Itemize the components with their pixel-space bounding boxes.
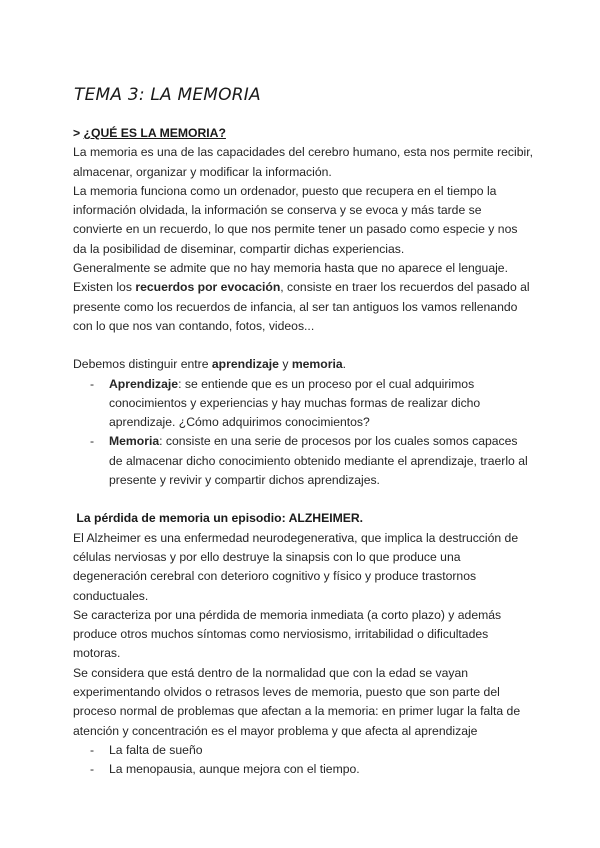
definition-list — [73, 375, 533, 491]
document-body — [73, 124, 533, 780]
bold-term: Memoria — [109, 434, 160, 449]
section-heading-alzheimer — [73, 509, 533, 528]
heading-text: La pérdida de memoria un episodio: ALZHEIMER. — [76, 511, 364, 526]
text-run: y — [278, 357, 292, 372]
text-run: Debemos distinguir entre — [73, 357, 212, 372]
bullet-list — [73, 741, 533, 780]
page-title: TEMA 3: LA MEMORIA — [74, 85, 261, 106]
paragraph: La memoria funciona como un ordenador, puesto que recupera en el tiempo la información olvidada, la información se conserva y se evoca y más tarde se convierte en un recuerdo, lo que nos permite tener un pasado como especie y nos da la posibilidad de diseminar, compartir dichas experiencias. — [73, 183, 518, 256]
list-item: - La falta de sueño — [73, 741, 533, 760]
text-run: Existen los — [73, 280, 136, 295]
spacer — [73, 490, 533, 509]
paragraph: Se considera que está dentro de la normalidad que con la edad se vayan experimentando olvidos o retrasos leves de memoria, puesto que son parte del proceso normal de problemas que afectan a la memoria: en primer lugar la falta de atención y concentración es el mayor problema y que afecta al aprendizaje — [73, 665, 521, 738]
paragraph — [73, 278, 533, 336]
paragraph: Se caracteriza por una pérdida de memoria inmediata (a corto plazo) y además produce otros muchos síntomas como nerviosismo, irritabilidad o dificultades motoras. — [73, 607, 502, 661]
bold-term: memoria — [291, 357, 343, 372]
heading-prefix: > — [73, 126, 84, 140]
spacer — [73, 336, 533, 355]
paragraph: El Alzheimer es una enfermedad neurodegenerativa, que implica la destrucción de células nerviosas y por ello destruye la sinapsis con lo que produce una degeneración cerebral con deterioro cognitivo y físico y produce trastornos conductuales. — [73, 530, 519, 603]
bold-term: recuerdos por evocación — [135, 280, 281, 295]
section-heading-que-es — [73, 124, 533, 143]
paragraph: La memoria es una de las capacidades del cerebro humano, esta nos permite recibir, almacenar, organizar y modificar la información. — [73, 145, 533, 179]
text-run: : se entiende que es un proceso por el cual adquirimos conocimientos y experiencias y hay muchas formas de realizar dicho aprendizaje. ¿Cómo adquirimos conocimientos? — [109, 376, 481, 430]
paragraph: Generalmente se admite que no hay memoria hasta que no aparece el lenguaje. — [73, 261, 508, 276]
text-run: : consiste en una serie de procesos por los cuales somos capaces de almacenar dicho conocimiento obtenido mediante el aprendizaje, traerlo al presente y revivir y compartir dichos aprendizajes. — [109, 434, 528, 488]
text-run: . — [342, 357, 347, 372]
heading-text: ¿QUÉ ES LA MEMORIA? — [83, 126, 226, 140]
bold-term: Aprendizaje — [109, 376, 179, 391]
text-run: , consiste en traer los recuerdos del pasado al presente como los recuerdos de infancia, al ser tan antiguos los vamos rellenando con lo que nos van contando, fotos, videos... — [73, 280, 530, 333]
list-item — [73, 432, 533, 490]
list-item: - La menopausia, aunque mejora con el tiempo. — [73, 760, 533, 779]
paragraph — [73, 355, 533, 374]
list-item — [73, 375, 533, 433]
bold-term: aprendizaje — [211, 357, 279, 372]
